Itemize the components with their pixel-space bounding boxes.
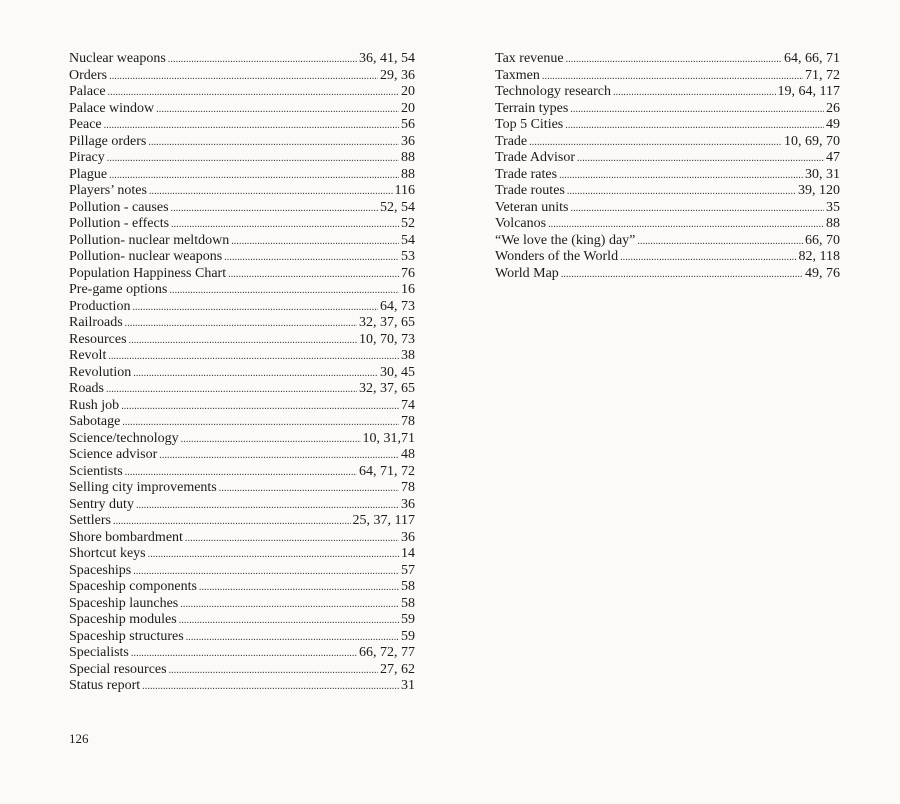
index-column-left xyxy=(69,51,415,695)
index-page-refs: 47 xyxy=(826,150,840,165)
index-page-refs: 88 xyxy=(401,166,415,182)
index-term: Pollution - effects xyxy=(69,216,170,231)
dot-leader xyxy=(548,217,824,234)
index-term: Special resources xyxy=(69,661,167,677)
index-term: Shore bombardment xyxy=(69,529,183,545)
index-term: Rush job xyxy=(69,397,120,413)
index-page-refs: 57 xyxy=(401,562,415,578)
index-term: Spaceship launches xyxy=(69,595,179,611)
dot-leader xyxy=(136,498,399,515)
index-page-refs: 66, 70 xyxy=(805,232,840,248)
index-page-refs: 36 xyxy=(401,133,415,149)
index-page-refs: 14 xyxy=(401,546,415,561)
index-term: Orders xyxy=(69,67,108,83)
index-page-refs: 26 xyxy=(826,100,840,116)
index-term: Revolution xyxy=(69,364,132,380)
index-entry xyxy=(495,51,840,68)
index-term: Plague xyxy=(69,166,108,182)
dot-leader xyxy=(133,564,399,581)
index-term: Production xyxy=(69,298,131,314)
dot-leader xyxy=(108,85,399,102)
index-term: Science/technology xyxy=(69,430,179,446)
index-page-refs: 78 xyxy=(401,480,415,495)
index-entry xyxy=(69,645,415,662)
dot-leader xyxy=(131,646,357,663)
index-term: Sentry duty xyxy=(69,496,134,512)
index-page-refs: 56 xyxy=(401,117,415,132)
index-entry xyxy=(495,134,840,151)
index-page-refs: 35 xyxy=(826,199,840,215)
index-page-refs: 49, 76 xyxy=(805,265,840,281)
index-page-refs: 27, 62 xyxy=(380,661,415,677)
dot-leader xyxy=(168,52,357,69)
page-number: 126 xyxy=(69,731,89,746)
dot-leader xyxy=(108,349,399,366)
dot-leader xyxy=(179,613,399,630)
index-entry xyxy=(69,348,415,365)
index-entry xyxy=(69,150,415,167)
index-term: World Map xyxy=(495,265,559,281)
dot-leader xyxy=(113,514,351,531)
dot-leader xyxy=(109,69,378,86)
index-page-refs: 54 xyxy=(401,232,415,248)
dot-leader xyxy=(199,580,399,597)
dot-leader xyxy=(122,415,399,432)
index-term: Pollution- nuclear weapons xyxy=(69,249,223,264)
index-term: Terrain types xyxy=(495,100,569,116)
index-term: Shortcut keys xyxy=(69,546,146,561)
index-entry xyxy=(69,68,415,85)
dot-leader xyxy=(567,184,796,201)
dot-leader xyxy=(613,85,775,102)
dot-leader xyxy=(169,663,378,680)
index-entry xyxy=(495,101,840,118)
index-term: Trade routes xyxy=(495,183,565,198)
index-entry xyxy=(69,497,415,514)
index-page-refs: 20 xyxy=(401,100,415,116)
index-page-refs: 36, 41, 54 xyxy=(359,51,415,66)
index-page-refs: 78 xyxy=(401,414,415,429)
index-entry xyxy=(69,678,415,695)
index-entry xyxy=(69,200,415,217)
index-entry xyxy=(69,134,415,151)
index-entry xyxy=(69,513,415,530)
index-term: Pollution - causes xyxy=(69,199,169,215)
index-entry xyxy=(495,150,840,167)
index-term: Taxmen xyxy=(495,67,540,83)
index-term: Top 5 Cities xyxy=(495,117,564,132)
index-term: Spaceship modules xyxy=(69,612,177,627)
dot-leader xyxy=(109,168,399,185)
index-entry xyxy=(69,447,415,464)
index-page-refs: 10, 31,71 xyxy=(362,430,415,446)
index-entry xyxy=(69,365,415,382)
dot-leader xyxy=(133,366,378,383)
index-term: Pillage orders xyxy=(69,133,147,149)
index-entry xyxy=(69,612,415,629)
dot-leader xyxy=(181,432,361,449)
index-term: Players’ notes xyxy=(69,183,147,198)
index-term: Trade rates xyxy=(495,166,558,182)
dot-leader xyxy=(125,316,357,333)
index-entry xyxy=(69,183,415,200)
dot-leader xyxy=(148,547,399,564)
index-entry xyxy=(495,216,840,233)
index-page-refs: 36 xyxy=(401,529,415,545)
index-entry xyxy=(495,200,840,217)
index-entry xyxy=(69,579,415,596)
index-page-refs: 29, 36 xyxy=(380,67,415,83)
index-page-refs: 52, 54 xyxy=(380,199,415,215)
index-term: Population Happiness Chart xyxy=(69,265,227,281)
dot-leader xyxy=(121,399,399,416)
index-page-refs: 59 xyxy=(401,612,415,627)
dot-leader xyxy=(186,630,399,647)
index-page-refs: 31 xyxy=(401,678,415,693)
index-entry xyxy=(69,233,415,250)
index-entry xyxy=(69,101,415,118)
index-page-refs: 76 xyxy=(401,265,415,281)
index-entry xyxy=(69,332,415,349)
dot-leader xyxy=(129,333,357,350)
index-term: Technology research xyxy=(495,84,612,99)
index-term: Palace xyxy=(69,84,106,99)
index-page-refs: 16 xyxy=(401,282,415,297)
dot-leader xyxy=(224,250,399,267)
index-page-refs: 49 xyxy=(826,117,840,132)
index-entry xyxy=(69,464,415,481)
index-page-refs: 10, 69, 70 xyxy=(784,133,840,149)
index-term: Railroads xyxy=(69,315,123,330)
index-entry xyxy=(495,84,840,101)
dot-leader xyxy=(180,597,399,614)
index-term: Peace xyxy=(69,117,102,132)
dot-leader xyxy=(106,382,357,399)
dot-leader xyxy=(561,267,803,284)
dot-leader xyxy=(620,250,796,267)
index-term: Spaceship structures xyxy=(69,628,184,644)
index-entry xyxy=(69,381,415,398)
index-entry xyxy=(69,266,415,283)
index-entry xyxy=(69,315,415,332)
index-entry xyxy=(69,398,415,415)
index-term: Palace window xyxy=(69,100,155,116)
index-page-refs: 74 xyxy=(401,397,415,413)
index-page-refs: 53 xyxy=(401,249,415,264)
index-term: Settlers xyxy=(69,513,111,528)
dot-leader xyxy=(171,201,378,218)
index-page-refs: 64, 71, 72 xyxy=(359,463,415,479)
dot-leader xyxy=(169,283,399,300)
dot-leader xyxy=(570,102,824,119)
index-entry xyxy=(69,414,415,431)
dot-leader xyxy=(156,102,399,119)
index-entry xyxy=(69,117,415,134)
index-term: Trade Advisor xyxy=(495,150,575,165)
index-page-refs: 82, 118 xyxy=(798,249,840,264)
index-entry xyxy=(69,530,415,547)
index-page-refs: 59 xyxy=(401,628,415,644)
index-page-refs: 32, 37, 65 xyxy=(359,381,415,396)
dot-leader xyxy=(228,267,399,284)
dot-leader xyxy=(529,135,782,152)
index-term: Nuclear weapons xyxy=(69,51,166,66)
index-page-refs: 30, 45 xyxy=(380,364,415,380)
index-page-refs: 64, 66, 71 xyxy=(784,51,840,66)
index-page-refs: 48 xyxy=(401,447,415,462)
index-term: Trade xyxy=(495,133,528,149)
dot-leader xyxy=(132,300,378,317)
index-entry xyxy=(495,117,840,134)
dot-leader xyxy=(125,465,357,482)
dot-leader xyxy=(149,184,393,201)
index-page-refs: 88 xyxy=(401,150,415,165)
index-page-refs: 116 xyxy=(394,183,415,198)
index-page-refs: 36 xyxy=(401,496,415,512)
index-term: Specialists xyxy=(69,645,129,660)
index-entry xyxy=(495,249,840,266)
index-term: Resources xyxy=(69,331,127,347)
index-term: Spaceship components xyxy=(69,579,197,594)
dot-leader xyxy=(559,168,803,185)
index-page-refs: 52 xyxy=(401,216,415,231)
index-page-refs: 88 xyxy=(826,216,840,231)
index-page-refs: 32, 37, 65 xyxy=(359,315,415,330)
index-entry xyxy=(69,563,415,580)
dot-leader xyxy=(159,448,399,465)
index-entry xyxy=(495,233,840,250)
dot-leader xyxy=(570,201,824,218)
index-page-refs: 64, 73 xyxy=(380,298,415,314)
index-term: Spaceships xyxy=(69,562,132,578)
index-page-refs: 10, 70, 73 xyxy=(359,331,415,347)
index-page-refs: 66, 72, 77 xyxy=(359,645,415,660)
dot-leader xyxy=(219,481,399,498)
index-term: Pollution- nuclear meltdown xyxy=(69,232,230,248)
index-entry xyxy=(69,480,415,497)
index-page-refs: 58 xyxy=(401,595,415,611)
index-term: Veteran units xyxy=(495,199,569,215)
index-term: Selling city improvements xyxy=(69,480,217,495)
index-page-refs: 71, 72 xyxy=(805,67,840,83)
dot-leader xyxy=(231,234,399,251)
dot-leader xyxy=(148,135,399,152)
index-entry xyxy=(495,68,840,85)
dot-leader xyxy=(566,52,782,69)
index-term: Wonders of the World xyxy=(495,249,619,264)
index-entry xyxy=(69,216,415,233)
index-page-refs: 38 xyxy=(401,348,415,363)
dot-leader xyxy=(171,217,399,234)
index-term: Tax revenue xyxy=(495,51,564,66)
index-entry xyxy=(69,629,415,646)
index-column-right xyxy=(495,51,840,282)
index-page-refs: 30, 31 xyxy=(805,166,840,182)
dot-leader xyxy=(142,679,399,696)
index-term: Pre-game options xyxy=(69,282,168,297)
index-term: Science advisor xyxy=(69,447,158,462)
index-entry xyxy=(69,299,415,316)
index-term: Roads xyxy=(69,381,104,396)
index-entry xyxy=(495,183,840,200)
index-page-refs: 25, 37, 117 xyxy=(352,513,415,528)
index-entry xyxy=(69,282,415,299)
dot-leader xyxy=(577,151,824,168)
index-page-refs: 39, 120 xyxy=(798,183,840,198)
index-entry xyxy=(69,546,415,563)
index-entry xyxy=(69,431,415,448)
index-page-refs: 19, 64, 117 xyxy=(777,84,840,99)
index-term: Scientists xyxy=(69,463,123,479)
index-term: Sabotage xyxy=(69,414,121,429)
index-entry xyxy=(69,84,415,101)
dot-leader xyxy=(185,531,399,548)
index-entry xyxy=(69,249,415,266)
index-entry xyxy=(69,662,415,679)
dot-leader xyxy=(637,234,803,251)
dot-leader xyxy=(565,118,824,135)
index-entry xyxy=(69,51,415,68)
index-term: Volcanos xyxy=(495,216,547,231)
index-term: “We love the (king) day” xyxy=(495,232,636,248)
index-term: Status report xyxy=(69,678,141,693)
index-term: Piracy xyxy=(69,150,105,165)
index-entry xyxy=(495,167,840,184)
index-page-refs: 20 xyxy=(401,84,415,99)
index-entry xyxy=(69,596,415,613)
index-page-refs: 58 xyxy=(401,579,415,594)
dot-leader xyxy=(104,118,399,135)
index-entry xyxy=(69,167,415,184)
index-entry xyxy=(495,266,840,283)
dot-leader xyxy=(107,151,399,168)
dot-leader xyxy=(542,69,803,86)
index-term: Revolt xyxy=(69,348,107,363)
